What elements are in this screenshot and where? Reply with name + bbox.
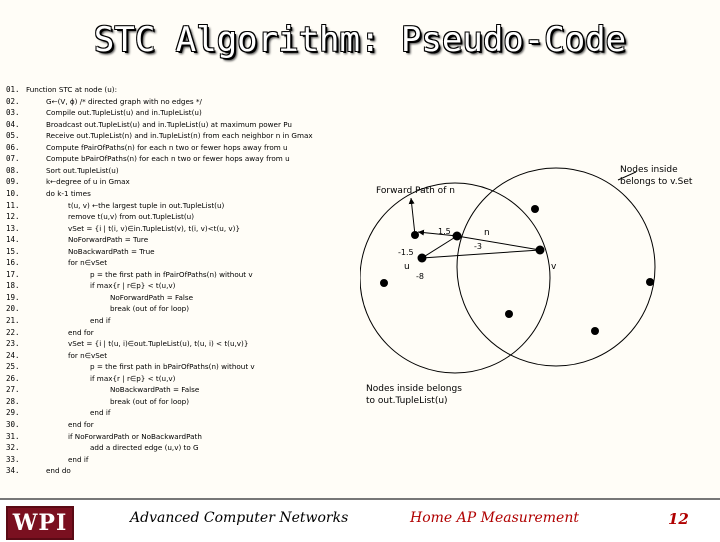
code-text: remove t(u,v) from out.TupleList(u) — [68, 212, 195, 222]
slide-title: STC Algorithm: Pseudo-Code — [93, 20, 627, 60]
line-number: 25. — [6, 362, 20, 372]
line-number: 14. — [6, 235, 20, 245]
line-number: 17. — [6, 269, 20, 279]
node-n — [453, 232, 462, 241]
code-text: p = the first path in fPairOfPaths(n) without v — [90, 269, 253, 279]
code-text: end if — [90, 408, 111, 418]
code-text: if max{r | r∈p} < t(u,v) — [90, 373, 176, 383]
code-text: Compute bPairOfPaths(n) for each n two or fewer hops away from u — [46, 154, 290, 164]
line-number: 24. — [6, 350, 20, 360]
line-number: 15. — [6, 246, 20, 256]
node-top — [531, 205, 539, 213]
code-text: vSet = {i | t(u, i)∈out.TupleList(u), t(u, i) < t(u,v)} — [68, 339, 249, 349]
line-number: 11. — [6, 200, 20, 210]
node-far-right — [646, 278, 654, 286]
node-right-bottom — [591, 327, 599, 335]
line-number: 23. — [6, 339, 20, 349]
code-text: Compute fPairOfPaths(n) for each n two or fewer hops away from u — [46, 142, 288, 152]
outtuple-label-1: Nodes inside belongs — [366, 384, 462, 394]
line-number: 33. — [6, 454, 20, 464]
code-text: NoBackwardPath = False — [110, 385, 200, 395]
node-bottom — [505, 310, 513, 318]
edge-n-v — [457, 236, 540, 250]
line-number: 09. — [6, 177, 20, 187]
vset-label-2: belongs to v.Set — [620, 177, 693, 187]
line-number: 27. — [6, 385, 20, 395]
node-u — [418, 254, 427, 263]
code-text: t(u, v) ←the largest tuple in out.TupleList(u) — [68, 200, 225, 210]
code-text: G←(V, ϕ) /* directed graph with no edges */ — [46, 96, 202, 106]
forward-arrow — [411, 198, 415, 235]
node-n-label: n — [484, 228, 490, 238]
line-number: 16. — [6, 258, 20, 268]
code-text: if NoForwardPath or NoBackwardPath — [68, 431, 202, 441]
outtuple-range-circle — [360, 183, 550, 373]
node-u-label: u — [404, 262, 410, 272]
line-number: 01. — [6, 85, 20, 94]
line-number: 28. — [6, 396, 20, 406]
line-number: 13. — [6, 223, 20, 233]
page-number: 12 — [668, 510, 689, 528]
code-text: Compile out.TupleList(u) and in.TupleList(u) — [46, 108, 202, 118]
line-number: 02. — [6, 96, 20, 106]
line-number: 26. — [6, 373, 20, 383]
code-text: for n∈vSet — [68, 258, 108, 268]
diagram — [360, 150, 720, 430]
node-forward — [411, 231, 419, 239]
code-text: end for — [68, 419, 94, 429]
section-name: Home AP Measurement — [410, 510, 579, 526]
line-number: 21. — [6, 316, 20, 325]
node-v — [536, 246, 545, 255]
code-text: end if — [68, 454, 89, 464]
line-number: 10. — [6, 188, 20, 198]
edge-u-n — [422, 236, 457, 258]
weight-1: 1.5 — [438, 227, 451, 236]
wpi-logo: WPI — [6, 506, 74, 540]
line-number: 07. — [6, 154, 20, 164]
line-number: 04. — [6, 119, 20, 129]
weight-4: -8 — [416, 272, 424, 281]
line-number: 30. — [6, 419, 20, 429]
node-v-label: v — [551, 262, 557, 272]
line-number: 18. — [6, 281, 20, 291]
code-text: for n∈vSet — [68, 350, 108, 360]
code-text: Function STC at node (u): — [26, 85, 118, 94]
line-number: 19. — [6, 292, 20, 302]
code-text: add a directed edge (u,v) to G — [90, 443, 199, 453]
course-name: Advanced Computer Networks — [130, 510, 349, 526]
line-number: 34. — [6, 466, 20, 476]
weight-2: -1.5 — [398, 248, 414, 257]
line-number: 12. — [6, 212, 20, 222]
line-number: 03. — [6, 108, 20, 118]
forward-path-label: Forward.Path of n — [376, 186, 455, 196]
line-number: 29. — [6, 408, 20, 418]
code-text: Receive out.TupleList(n) and in.TupleList(n) from each neighbor n in Gmax — [46, 131, 313, 141]
code-text: NoForwardPath = False — [110, 292, 194, 302]
code-text: end for — [68, 327, 94, 337]
line-number: 06. — [6, 142, 20, 152]
outtuple-label-2: to out.TupleList(u) — [366, 396, 448, 406]
line-number: 32. — [6, 443, 20, 453]
code-text: NoForwardPath = Ture — [68, 235, 149, 245]
code-text: Sort out.TupleList(u) — [46, 165, 119, 175]
code-text: break (out of for loop) — [110, 304, 190, 314]
node-left — [380, 279, 388, 287]
code-text: end do — [46, 466, 71, 476]
vset-label-1: Nodes inside — [620, 165, 678, 175]
code-text: NoBackwardPath = True — [68, 246, 155, 256]
line-number: 05. — [6, 131, 20, 141]
code-text: p = the first path in bPairOfPaths(n) without v — [90, 362, 255, 372]
footer — [0, 498, 720, 542]
code-text: end if — [90, 316, 111, 325]
weight-3: -3 — [474, 242, 482, 251]
line-number: 22. — [6, 327, 20, 337]
code-text: do k-1 times — [46, 188, 91, 198]
code-text: Broadcast out.TupleList(u) and in.TupleList(u) at maximum power Pu — [46, 119, 292, 129]
code-text: k←degree of u in Gmax — [46, 177, 130, 187]
line-number: 08. — [6, 165, 20, 175]
line-number: 20. — [6, 304, 20, 314]
code-text: vSet = {i | t(i, v)∈in.TupleList(v), t(i, v)<t(u, v)} — [68, 223, 241, 233]
edge-u-v — [422, 250, 540, 258]
line-number: 31. — [6, 431, 20, 441]
code-text: if max{r | r∈p} < t(u,v) — [90, 281, 176, 291]
code-text: break (out of for loop) — [110, 396, 190, 406]
